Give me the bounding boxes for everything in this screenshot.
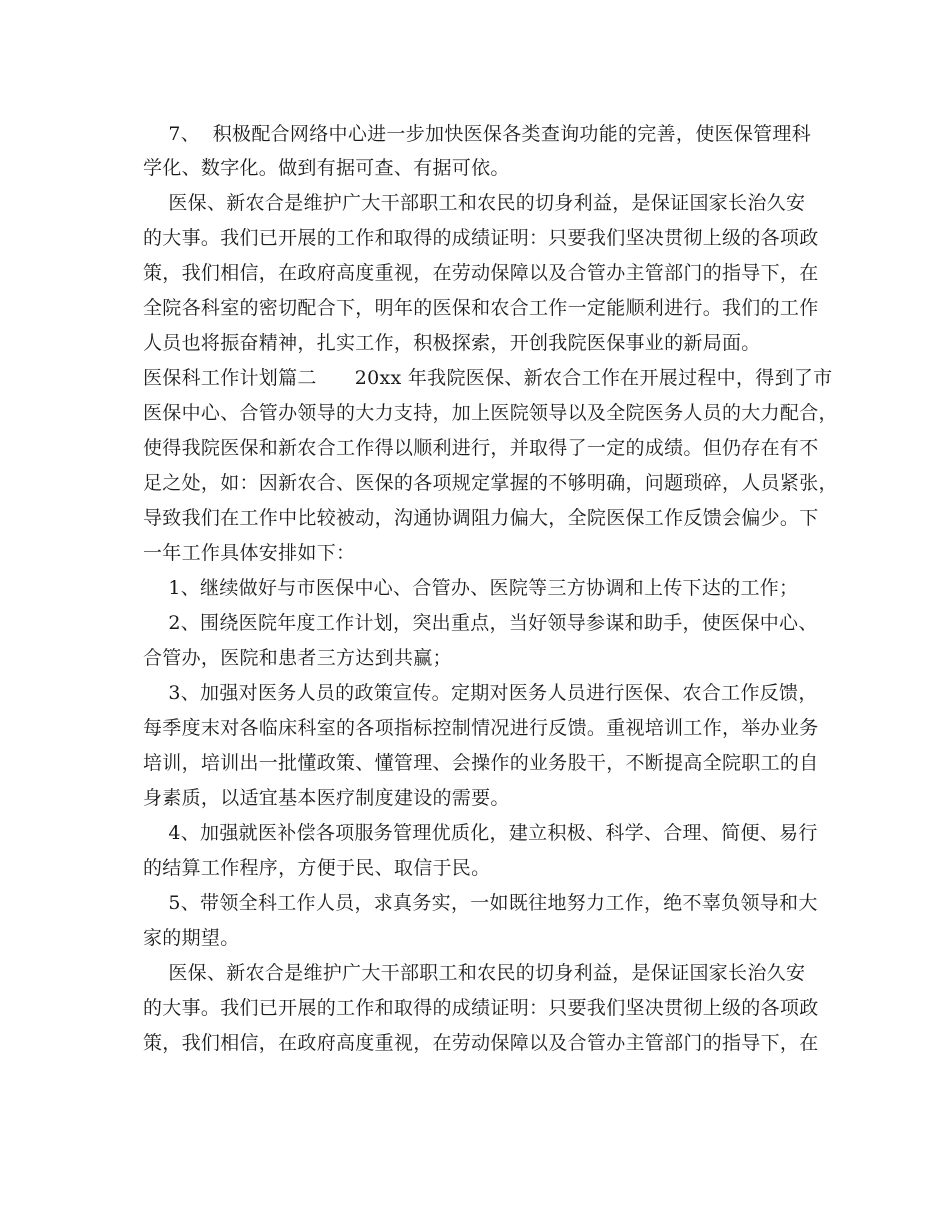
text-line: 7、 积极配合网络中心进一步加快医保各类查询功能的完善，使医保管理科 xyxy=(143,123,812,145)
text-line: 合管办，医院和患者三方达到共赢； xyxy=(143,647,452,669)
text-line: 每季度末对各临床科室的各项指标控制情况进行反馈。重视培训工作，举办业务 xyxy=(143,717,819,739)
text-line: 的结算工作程序，方便于民、取信于民。 xyxy=(143,857,491,879)
text-line: 1、继续做好与市医保中心、合管办、医院等三方协调和上传下达的工作； xyxy=(143,577,799,599)
text-line: 策，我们相信，在政府高度重视，在劳动保障以及合管办主管部门的指导下，在 xyxy=(143,262,819,284)
text-line: 5、带领全科工作人员，求真务实，一如既往地努力工作，绝不辜负领导和大 xyxy=(143,892,818,914)
text-line: 人员也将振奋精神，扎实工作，积极探索，开创我院医保事业的新局面。 xyxy=(143,332,761,354)
text-line: 家的期望。 xyxy=(143,927,240,949)
text-line: 足之处，如：因新农合、医保的各项规定掌握的不够明确，问题琐碎，人员紧张， xyxy=(143,472,838,494)
text-line: 的大事。我们已开展的工作和取得的成绩证明：只要我们坚决贯彻上级的各项政 xyxy=(143,227,819,249)
text-line: 导致我们在工作中比较被动，沟通协调阻力偏大，全院医保工作反馈会偏少。下 xyxy=(143,507,819,529)
text-line: 身素质，以适宜基本医疗制度建设的需要。 xyxy=(143,787,510,809)
text-line: 医保、新农合是维护广大干部职工和农民的切身利益，是保证国家长治久安 xyxy=(143,962,806,984)
text-line: 学化、数字化。做到有据可查、有据可依。 xyxy=(143,157,510,179)
text-line: 策，我们相信，在政府高度重视，在劳动保障以及合管办主管部门的指导下，在 xyxy=(143,1032,819,1054)
text-line: 4、加强就医补偿各项服务管理优质化，建立积极、科学、合理、简便、易行 xyxy=(143,822,818,844)
text-line: 医保、新农合是维护广大干部职工和农民的切身利益，是保证国家长治久安 xyxy=(143,192,806,214)
text-line: 使得我院医保和新农合工作得以顺利进行，并取得了一定的成绩。但仍存在有不 xyxy=(143,437,819,459)
text-line: 的大事。我们已开展的工作和取得的成绩证明：只要我们坚决贯彻上级的各项政 xyxy=(143,997,819,1019)
text-line: 培训，培训出一批懂政策、懂管理、会操作的业务股干，不断提高全院职工的自 xyxy=(143,752,819,774)
text-line: 全院各科室的密切配合下，明年的医保和农合工作一定能顺利进行。我们的工作 xyxy=(143,297,819,319)
section-heading-line: 医保科工作计划篇二 20xx 年我院医保、新农合工作在开展过程中，得到了市 xyxy=(143,367,833,389)
text-line: 医保中心、合管办领导的大力支持，加上医院领导以及全院医务人员的大力配合， xyxy=(143,402,838,424)
text-line: 一年工作具体安排如下： xyxy=(143,542,356,564)
text-line: 2、围绕医院年度工作计划，突出重点，当好领导参谋和助手，使医保中心、 xyxy=(143,612,818,634)
text-line: 3、加强对医务人员的政策宣传。定期对医务人员进行医保、农合工作反馈， xyxy=(143,682,818,704)
